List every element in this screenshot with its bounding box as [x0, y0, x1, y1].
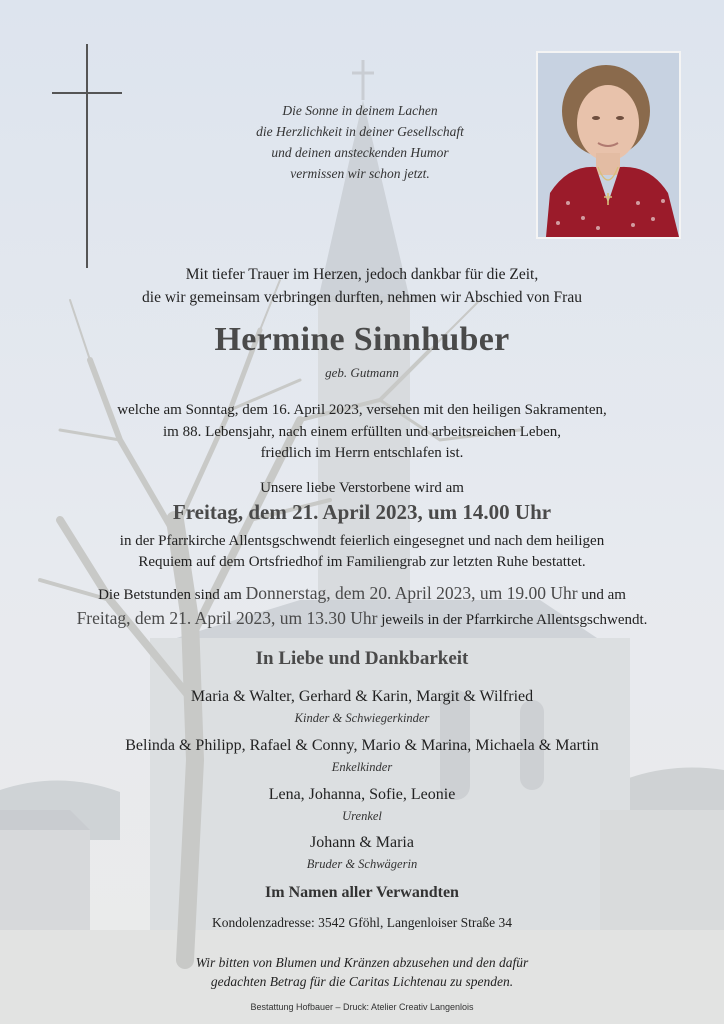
poem-line: vermissen wir schon jetzt.: [290, 166, 430, 181]
poem-line: Die Sonne in deinem Lachen: [282, 103, 438, 118]
mourner-names: Lena, Johanna, Sofie, Leonie: [268, 786, 456, 803]
death-notice: [0, 400, 724, 465]
mourner-relation: Urenkel: [342, 809, 382, 823]
death-notice-line: im 88. Lebensjahr, nach einem erfüllten und arbeitsreichen Leben,: [163, 423, 561, 440]
mourner-relation: Enkelkinder: [331, 760, 393, 774]
thanks-heading: In Liebe und Dankbarkeit: [255, 648, 469, 669]
prayer-text: Die Betstunden sind am: [98, 587, 246, 603]
funeral-details-line: Requiem auf dem Ortsfriedhof im Familiengrab zur letzten Ruhe bestattet.: [138, 554, 586, 570]
funeral-date: Freitag, dem 21. April 2023, um 14.00 Uhr: [172, 500, 552, 524]
mourner-names: Belinda & Philipp, Rafael & Conny, Mario & Marina, Michaela & Martin: [125, 737, 599, 754]
deceased-name: Hermine Sinnhuber: [214, 321, 510, 358]
prayer-text: jeweils in der Pfarrkirche Allentsgschwendt.: [377, 612, 648, 628]
cross-icon: [52, 44, 122, 270]
death-notice-line: welche am Sonntag, dem 16. April 2023, versehen mit den heiligen Sakramenten,: [117, 402, 607, 418]
mourner-relation: Bruder & Schwägerin: [306, 857, 418, 871]
mourner-relation: Kinder & Schwiegerkinder: [294, 711, 430, 725]
funeral-intro: Unsere liebe Verstorbene wird am: [260, 480, 464, 496]
footer-credits: Bestattung Hofbauer – Druck: Atelier Creativ Langenlois: [250, 1002, 474, 1012]
poem: [210, 100, 510, 184]
funeral-details-line: in der Pfarrkirche Allentsgschwendt feierlich eingesegnet und nach dem heiligen: [119, 533, 605, 549]
death-notice-line: friedlich im Herrn entschlafen ist.: [260, 445, 464, 461]
prayer-date-2: Freitag, dem 21. April 2023, um 13.30 Uhr: [76, 608, 378, 628]
prayer-date-1: Donnerstag, dem 20. April 2023, um 19.00 Uhr: [245, 583, 578, 603]
poem-line: und deinen ansteckenden Humor: [271, 145, 449, 160]
prayer-text: und am: [577, 587, 626, 603]
intro-line: Mit tiefer Trauer im Herzen, jedoch dankbar für die Zeit,: [185, 266, 539, 283]
condolence-address: Kondolenzadresse: 3542 Gföhl, Langenloiser Straße 34: [212, 915, 512, 930]
funeral-details: [0, 531, 724, 573]
mourner-names: Johann & Maria: [310, 834, 414, 851]
portrait-photo: [536, 51, 681, 239]
request-line: Wir bitten von Blumen und Kränzen abzusehen und den dafür: [195, 955, 529, 970]
poem-line: die Herzlichkeit in deiner Gesellschaft: [256, 124, 464, 139]
donation-request: [0, 953, 724, 991]
prayer-line-1: [0, 582, 724, 607]
request-line: gedachten Betrag für die Caritas Lichtenau zu spenden.: [210, 974, 514, 989]
maiden-name: geb. Gutmann: [325, 365, 399, 380]
prayer-hours: [0, 582, 724, 632]
prayer-line-2: [0, 607, 724, 632]
all-relatives: Im Namen aller Verwandten: [265, 884, 459, 901]
mourner-names: Maria & Walter, Gerhard & Karin, Margit & Wilfried: [190, 688, 534, 705]
intro-line: die wir gemeinsam verbringen durften, nehmen wir Abschied von Frau: [142, 289, 582, 306]
intro-text: [0, 263, 724, 309]
